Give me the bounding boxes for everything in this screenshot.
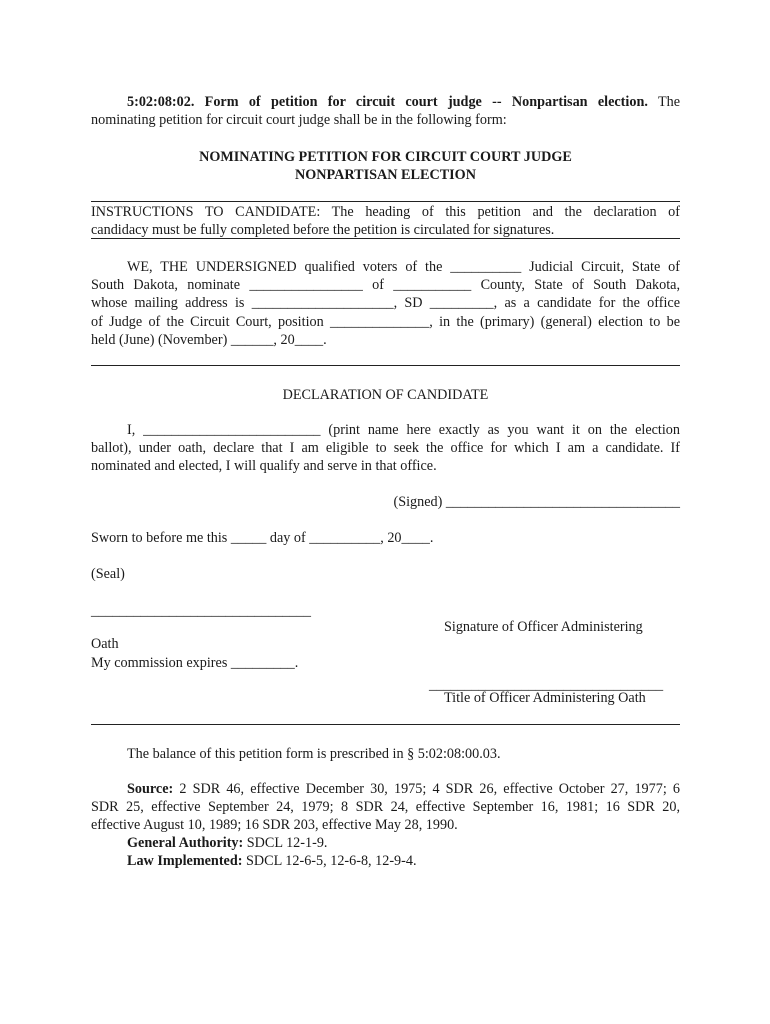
- rule-intro-text-first: The: [657, 94, 680, 110]
- divider: [91, 724, 680, 725]
- signed-line: (Signed) _________________________________: [393, 494, 680, 510]
- declaration-line2: ballot), under oath, declare that I am eligible to seek the office for which I am a candidate. If: [91, 440, 680, 456]
- instructions-line2: candidacy must be fully completed before the petition is circulated for signatures.: [91, 222, 555, 238]
- source-label: Source:: [127, 781, 174, 797]
- source-text-1: 2 SDR 46, effective December 30, 1975; 4 SDR 26, effective October 27, 1977; 6: [179, 781, 681, 797]
- law-value: SDCL 12-6-5, 12-6-8, 12-9-4.: [246, 853, 417, 869]
- authority-label: General Authority:: [127, 835, 244, 851]
- petition-line5: held (June) (November) ______, 20____.: [91, 332, 327, 348]
- law-label: Law Implemented:: [127, 853, 243, 869]
- officer-title-blank: _________________________________: [429, 677, 664, 693]
- officer-signature-label: Signature of Officer Administering: [444, 619, 643, 635]
- seal-label: (Seal): [91, 566, 125, 582]
- general-authority: [91, 834, 680, 852]
- source-line1: [91, 780, 680, 798]
- petition-line2: South Dakota, nominate ________________ of ___________ County, State of South Dakota,: [91, 277, 680, 293]
- officer-title-label: Title of Officer Administering Oath: [444, 690, 646, 706]
- oath-label: Oath: [91, 636, 119, 652]
- authority-value: SDCL 12-1-9.: [246, 835, 328, 851]
- declaration-line1: I, _________________________ (print name here exactly as you want it on the election: [127, 422, 680, 438]
- petition-line4: of Judge of the Circuit Court, position ______________, in the (primary) (general) election to be: [91, 314, 680, 330]
- declaration-heading: DECLARATION OF CANDIDATE: [282, 387, 489, 403]
- law-implemented: [91, 852, 680, 870]
- divider: [91, 238, 680, 239]
- divider: [91, 365, 680, 366]
- sworn-line: Sworn to before me this _____ day of __________, 20____.: [91, 530, 434, 546]
- rule-intro-line1: [91, 93, 680, 111]
- rule-intro-line2: nominating petition for circuit court judge shall be in the following form:: [91, 112, 507, 128]
- petition-line1: WE, THE UNDERSIGNED qualified voters of the __________ Judicial Circuit, State of: [127, 259, 680, 275]
- balance-note: The balance of this petition form is prescribed in § 5:02:08:00.03.: [127, 746, 501, 762]
- petition-title-line1: NOMINATING PETITION FOR CIRCUIT COURT JUDGE: [199, 149, 572, 165]
- rule-heading: 5:02:08:02. Form of petition for circuit court judge -- Nonpartisan election.: [127, 94, 648, 110]
- officer-signature-blank: _______________________________: [91, 603, 311, 619]
- divider: [91, 201, 680, 202]
- instructions-line1: INSTRUCTIONS TO CANDIDATE: The heading of this petition and the declaration of: [91, 204, 680, 220]
- declaration-line3: nominated and elected, I will qualify and serve in that office.: [91, 458, 437, 474]
- source-line3: effective August 10, 1989; 16 SDR 203, effective May 28, 1990.: [91, 817, 458, 833]
- petition-line3: whose mailing address is ____________________, SD _________, as a candidate for the office: [91, 295, 680, 311]
- petition-title-line2: NONPARTISAN ELECTION: [295, 167, 476, 183]
- source-line2: SDR 25, effective September 24, 1979; 8 SDR 24, effective September 16, 1981; 16 SDR 20,: [91, 799, 680, 815]
- commission-expires: My commission expires _________.: [91, 655, 299, 671]
